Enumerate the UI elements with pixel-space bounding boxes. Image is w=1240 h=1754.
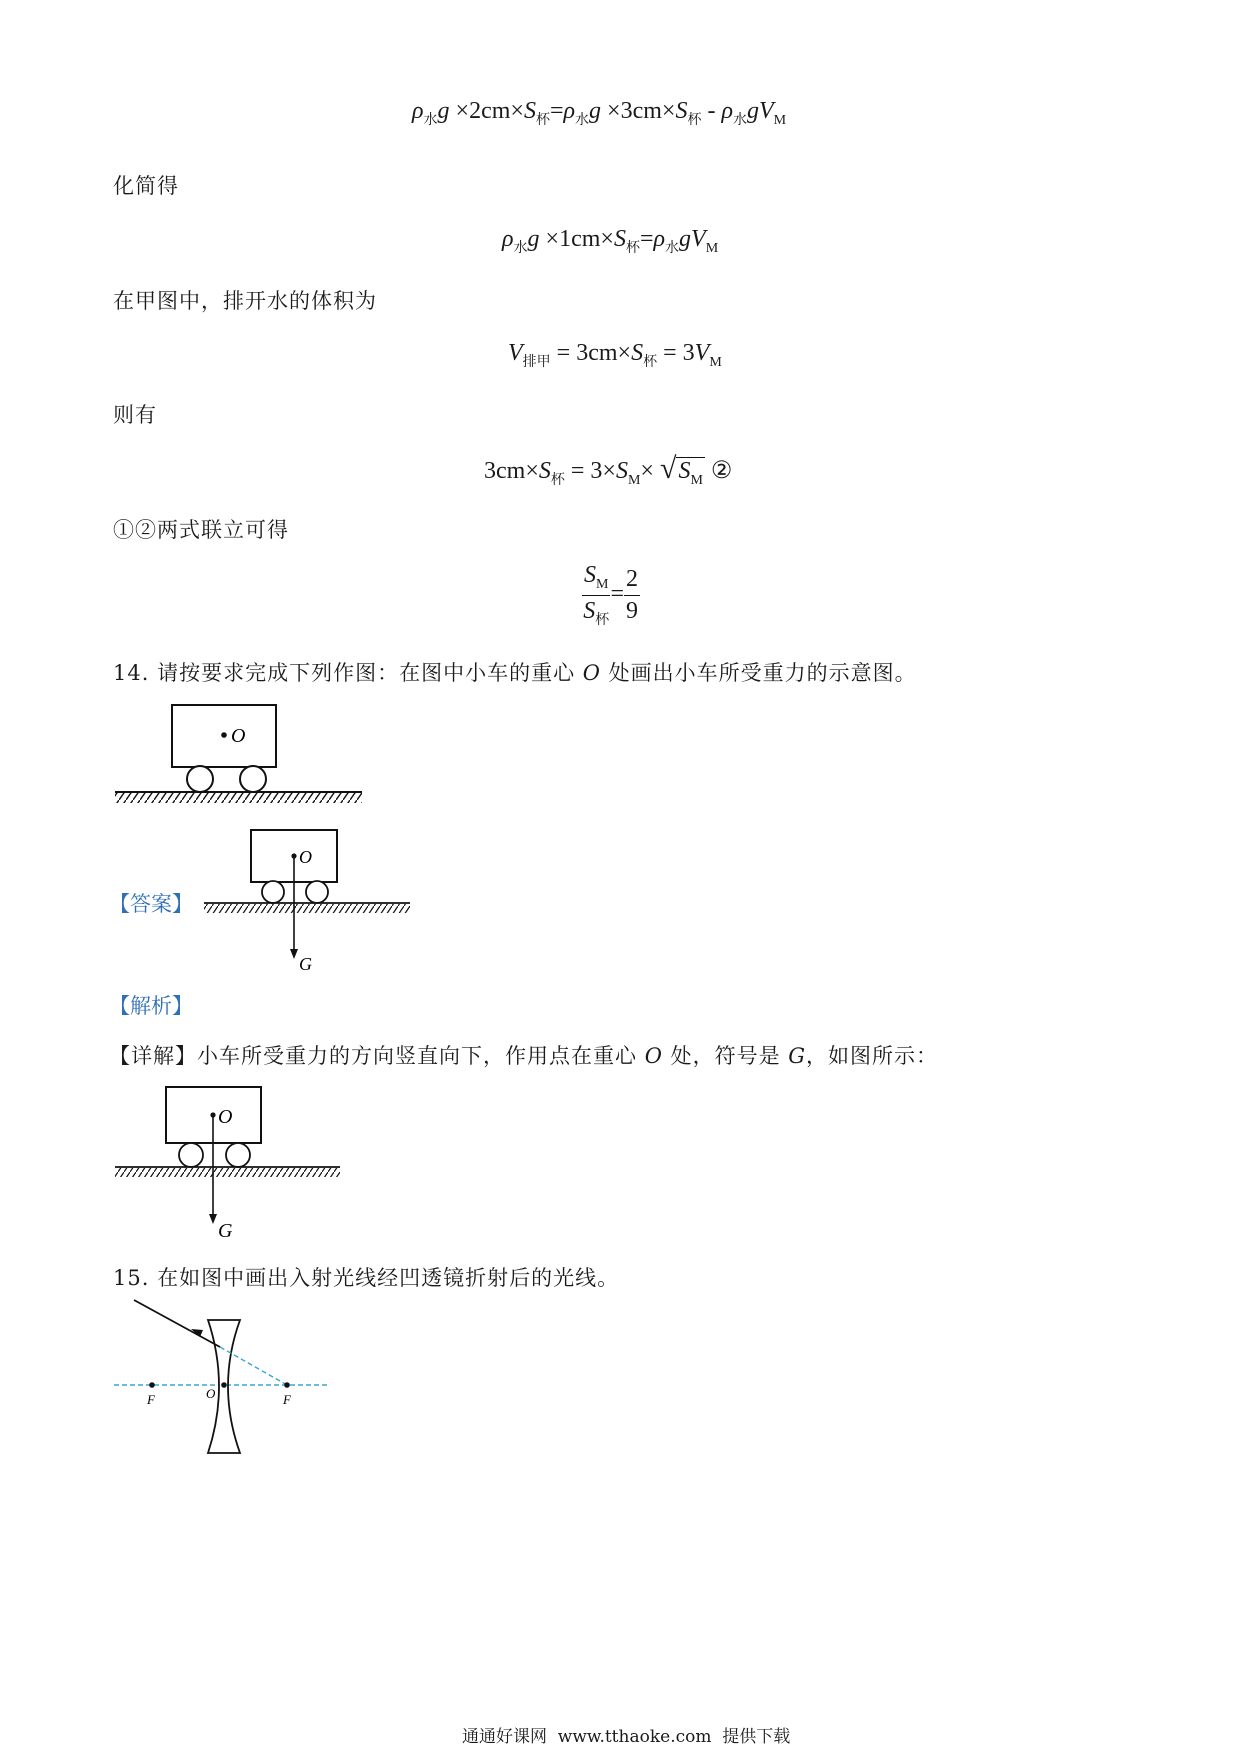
focus-left-dot [149, 1382, 155, 1388]
cart-figure-question [112, 700, 372, 810]
label-o: O [299, 847, 312, 867]
equation-5: $\frac{S_M}{S_杯}$ = $\frac{2}{9}$ [583, 562, 638, 628]
sqrt-symbol: √ [659, 452, 677, 485]
label-o: O [231, 725, 246, 747]
question-14: 14. 请按要求完成下列作图：在图中小车的重心 O 处画出小车所受重力的示意图。 [113, 661, 917, 685]
wheel-right [306, 881, 328, 903]
displaced-volume-text: 在甲图中，排开水的体积为 [113, 289, 377, 313]
wheel-left [187, 766, 213, 792]
equation-2: $\rho_水g \times 1cm\times S_杯=\rho_水gV_M$ [502, 226, 719, 256]
optical-center-dot [221, 1382, 227, 1388]
label-o: O [206, 1386, 216, 1401]
equation-4: $3cm\times S_杯 = 3\times S_M\times √S_M$ ② [484, 452, 733, 488]
then-have-text: 则有 [113, 403, 157, 427]
label-f-right: F [283, 1392, 291, 1407]
cart-figure-answer [200, 825, 420, 975]
wheel-right [240, 766, 266, 792]
cart-figure-detail [112, 1082, 352, 1240]
label-g: G [218, 1220, 233, 1240]
simplify-text: 化简得 [113, 174, 179, 198]
concave-lens-figure [112, 1296, 338, 1458]
label-g: G [299, 954, 312, 974]
label-f-left: F [147, 1392, 155, 1407]
wheel-right [226, 1143, 250, 1167]
wheel-left [179, 1143, 203, 1167]
equation-1: $\rho_水g \times 2cm\times S_杯=\rho_水g \times 3cm\times S_杯 - \rho_水gV_M$ [412, 98, 787, 128]
focus-right-dot [284, 1382, 290, 1388]
ground-hatch [115, 793, 362, 803]
label-o: O [218, 1106, 233, 1128]
equation-3: $V_{排甲} = 3cm\times S_杯 = 3V_M$ [508, 340, 722, 370]
ground-hatch [204, 904, 410, 913]
detail-text: 【详解】小车所受重力的方向竖直向下，作用点在重心 O 处，符号是 G，如图所示： [109, 1044, 939, 1068]
circled-2: ② [710, 458, 733, 484]
analysis-tag: 【解析】 [109, 994, 193, 1018]
wheel-left [262, 881, 284, 903]
center-of-gravity-dot [221, 732, 227, 738]
footer-text: 通通好课网 www.tthaoke.com 提供下载 [462, 1727, 791, 1747]
gravity-arrowhead [290, 949, 298, 959]
gravity-arrowhead [209, 1214, 217, 1224]
extension-to-focus [220, 1347, 287, 1385]
answer-tag: 【答案】 [109, 892, 193, 916]
question-15: 15. 在如图中画出入射光线经凹透镜折射后的光线。 [113, 1266, 620, 1290]
combine-text: ①②两式联立可得 [113, 518, 289, 542]
ground-hatch [115, 1168, 340, 1177]
incident-ray [134, 1300, 220, 1347]
